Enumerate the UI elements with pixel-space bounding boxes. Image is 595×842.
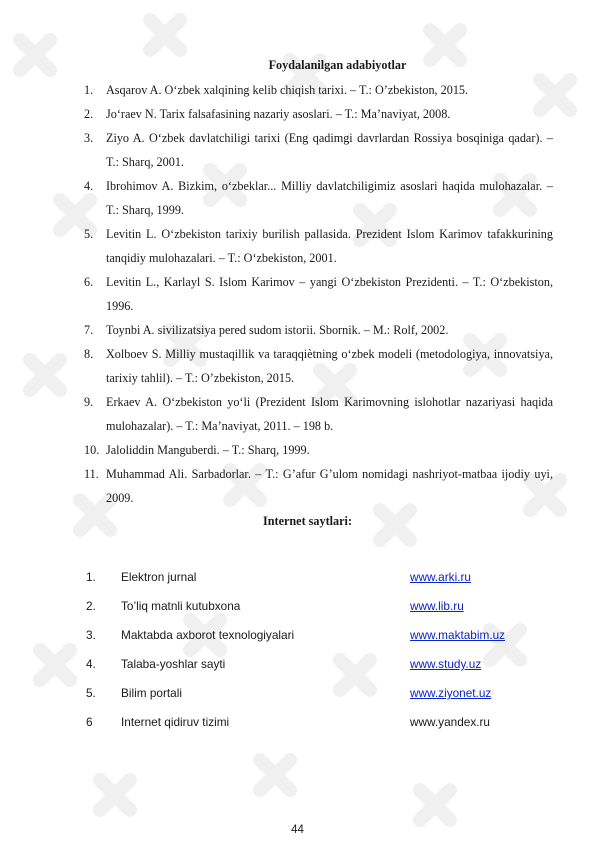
reference-number: 5. — [84, 227, 94, 241]
reference-text: Levitin L. O‘zbekiston tarixiy burilish pallasida. Prezident Islom Karimov tafakkurining tanqidiy mulohazalari. – T.: O‘zbekiston, 2001. — [106, 227, 553, 265]
reference-text: Jaloliddin Manguberdi. – T.: Sharq, 1999. — [106, 443, 310, 457]
site-number: 1. — [86, 570, 96, 584]
page-number: 44 — [291, 824, 304, 836]
reference-text: Jo‘raev N. Tarix falsafasining nazariy asoslari. – T.: Ma’naviyat, 2008. — [106, 107, 451, 121]
reference-number: 4. — [84, 179, 94, 193]
reference-text: Ziyo A. O‘zbek davlatchiligi tarixi (Eng qadimgi davrlardan Rossiya bosqiniga qadar). – T.: Sharq, 2001. — [106, 131, 553, 169]
reference-item — [84, 102, 553, 126]
reference-item — [84, 78, 553, 102]
site-url-text: www.yandex.ru — [410, 715, 490, 729]
reference-text: Muhammad Ali. Sarbadorlar. – T.: G’afur G’ulom nomidagi nashriyot-matbaa ijodiy uyi, 2009. — [106, 467, 553, 505]
reference-item — [84, 462, 553, 510]
reference-number: 3. — [84, 131, 94, 145]
site-link[interactable]: www.ziyonet.uz — [410, 686, 492, 700]
reference-item — [84, 126, 553, 174]
site-row — [0, 599, 595, 621]
reference-text: Erkaev A. O‘zbekiston yo‘li (Prezident Islom Karimovning islohotlar nazariyasi haqida mulohazalar). – T.: Ma’naviyat, 2011. – 198 b. — [106, 395, 553, 433]
reference-item — [84, 270, 553, 318]
reference-number: 11. — [84, 467, 99, 481]
reference-item — [84, 318, 553, 342]
site-link[interactable]: www.study.uz — [410, 657, 482, 671]
site-number: 6 — [86, 715, 93, 729]
reference-item — [84, 174, 553, 222]
reference-text: Xolboev S. Milliy mustaqillik va taraqqiѐtning o‘zbek modeli (metodologiya, innovatsiya, tarixiy tahlil). – T.: O’zbekiston, 2015. — [106, 347, 553, 385]
reference-number: 10. — [84, 443, 100, 457]
site-row — [0, 657, 595, 679]
site-row — [0, 570, 595, 592]
reference-number: 8. — [84, 347, 94, 361]
site-row — [0, 628, 595, 650]
internet-sites-heading: Internet saytlari: — [262, 514, 352, 528]
reference-text: Toynbi A. sivilizatsiya pered sudom istorii. Sbornik. – M.: Rolf, 2002. — [106, 323, 449, 337]
site-label: To’liq matnli kutubxona — [121, 599, 241, 613]
reference-text: Levitin L., Karlayl S. Islom Karimov – yangi O‘zbekiston Prezidenti. – T.: O‘zbekiston, 1996. — [106, 275, 553, 313]
reference-number: 1. — [84, 83, 94, 97]
reference-number: 7. — [84, 323, 94, 337]
reference-item — [84, 222, 553, 270]
site-number: 2. — [86, 599, 96, 613]
site-link[interactable]: www.arki.ru — [410, 570, 471, 584]
site-row — [0, 686, 595, 708]
site-number: 5. — [86, 686, 96, 700]
site-label: Maktabda axborot texnologiyalari — [121, 628, 295, 642]
reference-text: Ibrohimov A. Bizkim, o‘zbeklar... Milliy davlatchiligimiz asoslari haqida mulohazalar. – T.: Sharq, 1999. — [106, 179, 553, 217]
site-label: Internet qidiruv tizimi — [121, 715, 230, 729]
site-label: Bilim portali — [121, 686, 182, 700]
reference-number: 9. — [84, 395, 94, 409]
site-link[interactable]: www.lib.ru — [410, 599, 464, 613]
reference-item — [84, 438, 553, 462]
reference-number: 2. — [84, 107, 94, 121]
site-row — [0, 715, 595, 737]
references-heading: Foydalanilgan adabiyotlar — [268, 58, 407, 72]
reference-item — [84, 390, 553, 438]
reference-number: 6. — [84, 275, 94, 289]
site-number: 3. — [86, 628, 96, 642]
reference-item — [84, 342, 553, 390]
site-link[interactable]: www.maktabim.uz — [410, 628, 506, 642]
site-label: Talaba-yoshlar sayti — [121, 657, 226, 671]
site-label: Elektron jurnal — [121, 570, 197, 584]
site-number: 4. — [86, 657, 96, 671]
reference-text: Asqarov A. O‘zbek xalqining kelib chiqish tarixi. – T.: O’zbekiston, 2015. — [106, 83, 469, 97]
